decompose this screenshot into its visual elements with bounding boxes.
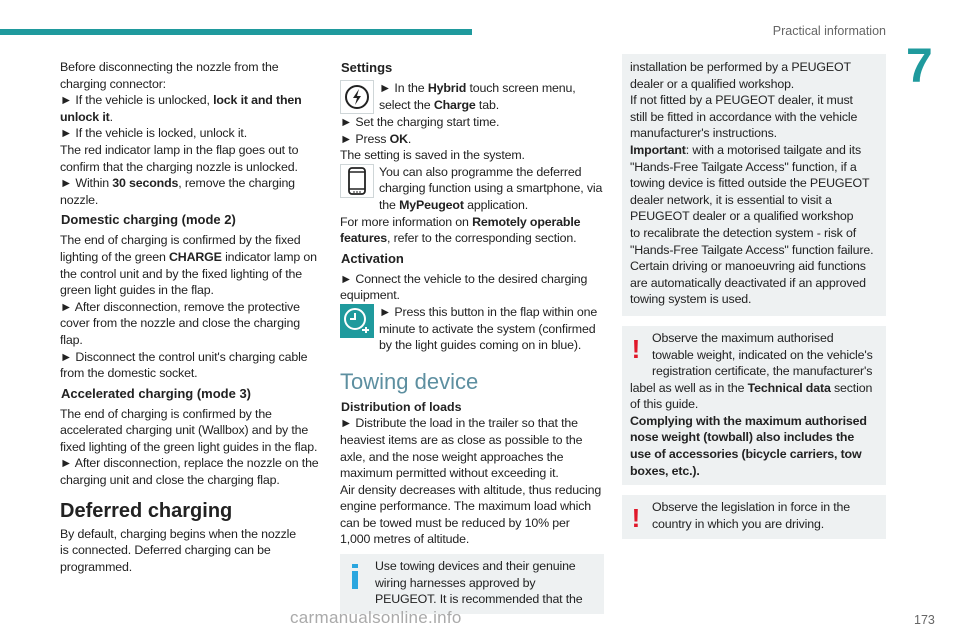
activation-step-connect	[340, 271, 608, 304]
text-run: : with a motorised tailgate and its "Hands-Free Tailgate Access" function, if a towing device is fitted outside the PEUGEOT dealer network, it is essential to visit a PEUGEOT dealer or a qualified workshop to recalibrate the detection system - risk of "Hands-Free Tailgate Access" function failure. Certain driving or manoeuvring aid functions are automatically deactivated if an approved towing system is used.	[630, 142, 874, 307]
chapter-number: 7	[906, 40, 933, 93]
heading-towing-device: Towing device	[340, 368, 479, 394]
bold-text: MyPeugeot	[399, 197, 464, 212]
settings-text-hybrid	[340, 80, 608, 113]
text-run: You can also programme the deferred charging function using a smartphone, via the	[379, 164, 603, 212]
warning-box-towable-weight	[622, 326, 886, 485]
running-title: Practical information	[772, 24, 886, 38]
heading-distribution-of-loads: Distribution of loads	[341, 399, 462, 414]
info-text	[347, 558, 604, 608]
bold-text: Technical data	[747, 380, 831, 395]
bold-text: Important	[630, 142, 686, 157]
middle-column	[340, 59, 608, 614]
page-number: 173	[914, 613, 935, 627]
right-column	[622, 54, 886, 539]
text-run: The end of charging is confirmed by the accelerated charging unit (Wallbox) and by the fixed lighting of the green light guides in the flap. ► After disconnection, replace the nozzle on the charging unit and close the charging flap.	[60, 406, 319, 488]
warning-box-legislation	[622, 495, 886, 539]
heading-accelerated-charging: Accelerated charging (mode 3)	[61, 385, 251, 401]
text-run: By default, charging begins when the nozzle is connected. Deferred charging can be programmed.	[60, 526, 297, 574]
text-run: Before disconnecting the nozzle from the charging connector: ► If the vehicle is unlocked,	[60, 60, 279, 108]
watermark: carmanualsonline.info	[290, 608, 462, 627]
bold-text: Complying with the maximum authorised nose weight (towball) also includes the use of accessories (bicycle carriers, tow boxes, etc.).	[630, 413, 867, 478]
text-run: . The setting is saved in the system.	[340, 131, 525, 163]
text-run: . ► If the vehicle is locked, unlock it. The red indicator lamp in the flap goes out to confirm that the charging nozzle is unlocked. ► Within	[60, 109, 299, 191]
paragraph-disconnecting	[60, 59, 328, 208]
text-run: ► Connect the vehicle to the desired charging equipment.	[340, 271, 588, 303]
paragraph-deferred	[60, 526, 328, 576]
text-run: , refer to the corresponding section.	[387, 231, 577, 246]
text-run: ► Press this button in the flap within one minute to activate the system (confirmed by the light guides coming on in blue).	[379, 304, 598, 353]
header-accent-bar	[0, 29, 472, 35]
warning-text-legislation	[630, 499, 882, 532]
text-run: Observe the maximum authorised towable weight, indicated on the vehicle's registration certificate, the manufacturer's label as well as in the	[630, 330, 873, 395]
text-run: Use towing devices and their genuine wiring harnesses approved by PEUGEOT. It is recommended that the	[375, 559, 583, 607]
heading-domestic-charging: Domestic charging (mode 2)	[61, 212, 236, 228]
bold-text: OK	[389, 131, 408, 146]
bold-text: Charge	[433, 97, 476, 112]
heading-settings: Settings	[341, 60, 393, 75]
info-continued-text	[630, 59, 886, 308]
bold-text: CHARGE	[168, 249, 222, 264]
settings-steps	[340, 114, 608, 164]
activation-step-button	[340, 304, 608, 354]
text-run: ► Set the charging start time. ► Press	[340, 115, 500, 146]
text-run: application. For more information on	[340, 197, 529, 229]
paragraph-accelerated	[60, 406, 328, 489]
left-column	[60, 59, 328, 575]
settings-smartphone-note	[340, 164, 608, 247]
text-run: Observe the legislation in force in the country in which you are driving.	[652, 500, 851, 531]
activation-button-text	[340, 304, 608, 354]
paragraph-towing	[340, 415, 608, 548]
deferred-charge-clock-icon	[340, 304, 374, 338]
smartphone-note-text	[340, 164, 608, 247]
warning-text-weight	[630, 330, 882, 479]
heading-activation: Activation	[341, 250, 404, 266]
text-run: ► In the	[379, 81, 428, 95]
bold-text: Remotely operable features	[340, 214, 581, 246]
bold-text: 30 seconds	[112, 176, 179, 191]
charge-lightning-icon	[340, 80, 374, 114]
text-run: ► Distribute the load in the trailer so that the heaviest items are as close as possible to the axle, and the nose weight approaches the maximum permitted without exceeding it. Air density decreases with altitude, thus reducing engine performance. The maximum load which can be towed must be reduced by 10% per 1,000 metres of altitude.	[340, 416, 602, 547]
smartphone-icon	[340, 164, 374, 198]
warning-exclamation-icon: !	[631, 333, 641, 364]
text-run: touch screen menu, select the	[379, 81, 576, 112]
heading-deferred-charging: Deferred charging	[60, 499, 233, 522]
info-icon	[349, 564, 363, 598]
text-run: section of this guide.	[630, 380, 873, 412]
text-run: installation be performed by a PEUGEOT dealer or a qualified workshop. If not fitted by a PEUGEOT dealer, it must still be fitted in accordance with the vehicle manufacturer's instructions.	[630, 60, 858, 141]
text-run: tab.	[475, 97, 499, 112]
warning-exclamation-icon: !	[631, 503, 641, 534]
bold-text: Hybrid	[427, 81, 467, 95]
text-run: indicator lamp on the control unit and by the fixed lighting of the green light guides in the flap. ► After disconnection, remove the protective cover from the nozzle and close the charging flap. ► Disconnect the control unit's charging cable from the domestic socket.	[60, 249, 317, 381]
info-box-continued	[622, 54, 886, 316]
text-run: , remove the charging nozzle.	[60, 176, 295, 207]
settings-step-hybrid	[340, 80, 608, 114]
paragraph-domestic	[60, 232, 328, 381]
bold-text: lock it and then unlock it	[60, 93, 302, 124]
text-run: The end of charging is confirmed by the fixed lighting of the green	[60, 233, 301, 264]
info-box-towing	[340, 554, 604, 614]
